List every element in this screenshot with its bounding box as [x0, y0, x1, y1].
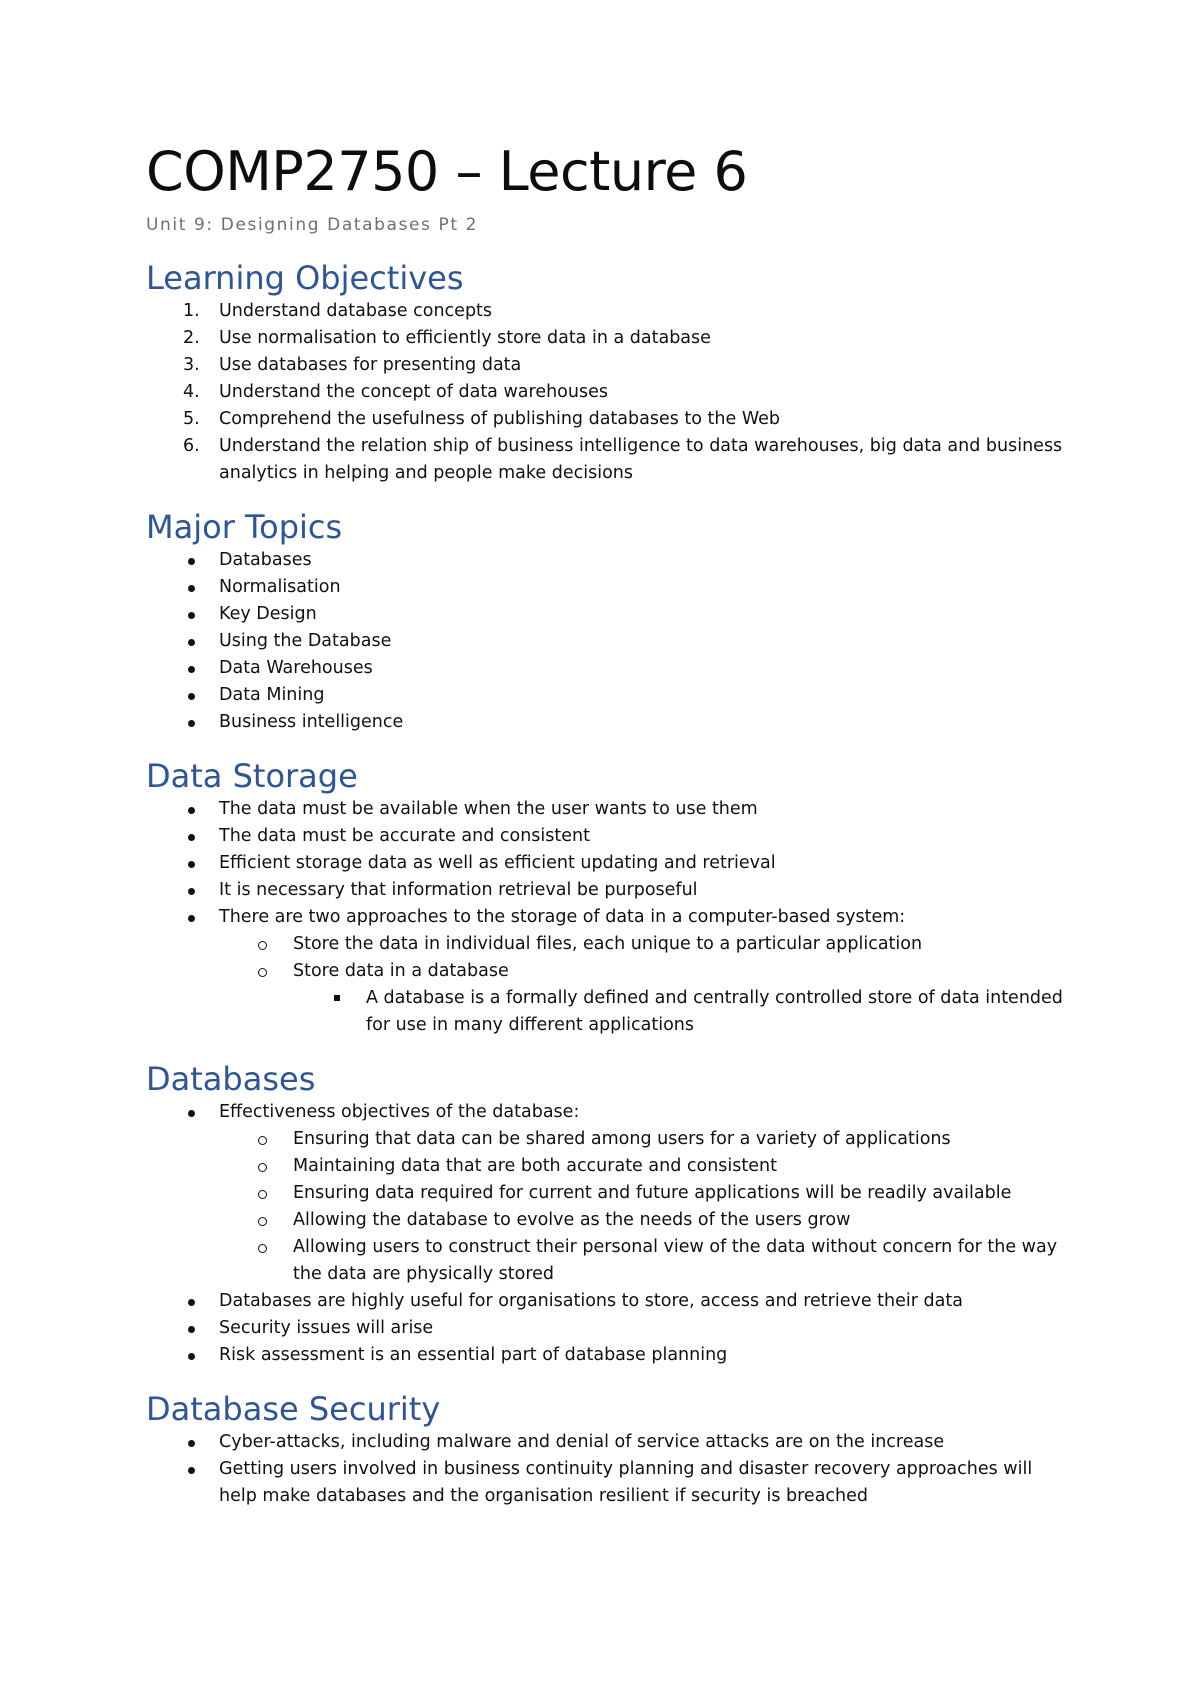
- section-learning-objectives: [146, 258, 1066, 487]
- list-item-text: It is necessary that information retrieval be purposeful: [219, 880, 698, 900]
- list-item-text: Getting users involved in business continuity planning and disaster recovery approaches will help make databases and the organisation resilient if security is breached: [219, 1459, 1033, 1506]
- bullet-list: [146, 547, 1066, 736]
- section-heading: Major Topics: [146, 508, 343, 546]
- section-major-topics: [146, 507, 1066, 736]
- list-item: [146, 433, 1066, 487]
- list-item-text: Allowing users to construct their personal view of the data without concern for the way the data are physically stored: [293, 1237, 1058, 1284]
- list-item: [146, 823, 1066, 850]
- circle-bullet-icon: [258, 1163, 267, 1172]
- list-item-text: Understand the concept of data warehouses: [219, 382, 608, 402]
- bullet-icon: [188, 861, 195, 868]
- list-item-text: Maintaining data that are both accurate and consistent: [293, 1156, 777, 1176]
- circle-bullet-icon: [258, 941, 267, 950]
- circle-bullet-icon: [258, 1136, 267, 1145]
- list-item-text: Databases are highly useful for organisations to store, access and retrieve their data: [219, 1291, 963, 1311]
- list-number: 6.: [183, 436, 200, 456]
- list-item: [146, 1315, 1066, 1342]
- document-title: COMP2750 – Lecture 6: [146, 140, 748, 203]
- bullet-icon: [188, 693, 195, 700]
- list-item-text: Effectiveness objectives of the database:: [219, 1102, 580, 1122]
- list-item-text: Understand database concepts: [219, 301, 493, 321]
- sub-list-item: [146, 1126, 1066, 1153]
- document-subtitle: Unit 9: Designing Databases Pt 2: [146, 215, 479, 235]
- circle-bullet-icon: [258, 968, 267, 977]
- list-item: [146, 1429, 1066, 1456]
- bullet-icon: [188, 666, 195, 673]
- section-data-storage: [146, 756, 1066, 1039]
- list-item: [146, 325, 1066, 352]
- bullet-icon: [188, 639, 195, 646]
- list-item-text: Risk assessment is an essential part of database planning: [219, 1345, 728, 1365]
- sub-list-item: [146, 1207, 1066, 1234]
- bullet-list: [146, 796, 1066, 1039]
- numbered-list: [146, 298, 1066, 487]
- sub-list-item: [146, 931, 1066, 958]
- list-item: [146, 628, 1066, 655]
- bullet-icon: [188, 1440, 195, 1447]
- list-item-text: Ensuring that data can be shared among users for a variety of applications: [293, 1129, 951, 1149]
- list-item-text: Store data in a database: [293, 961, 509, 981]
- bullet-list: [146, 1429, 1066, 1510]
- list-number: 2.: [183, 328, 200, 348]
- list-item-text: Store the data in individual files, each unique to a particular application: [293, 934, 923, 954]
- list-item: [146, 655, 1066, 682]
- bullet-icon: [188, 915, 195, 922]
- bullet-icon: [188, 1299, 195, 1306]
- list-item-text: Normalisation: [219, 577, 341, 597]
- list-number: 3.: [183, 355, 200, 375]
- bullet-icon: [188, 1326, 195, 1333]
- list-item-text: There are two approaches to the storage of data in a computer-based system:: [219, 907, 906, 927]
- circle-bullet-icon: [258, 1217, 267, 1226]
- section-database-security: [146, 1389, 1066, 1510]
- list-item: [146, 682, 1066, 709]
- sub-sub-list-item: [146, 985, 1066, 1039]
- list-item-text: A database is a formally defined and centrally controlled store of data intended for use in many different applications: [366, 988, 1063, 1035]
- circle-bullet-icon: [258, 1244, 267, 1253]
- list-item: [146, 601, 1066, 628]
- list-item: [146, 850, 1066, 877]
- bullet-icon: [188, 834, 195, 841]
- sub-list-item: [146, 958, 1066, 985]
- bullet-icon: [188, 558, 195, 565]
- list-item-text: The data must be available when the user wants to use them: [219, 799, 758, 819]
- list-item-text: Use databases for presenting data: [219, 355, 522, 375]
- list-item: [146, 574, 1066, 601]
- square-bullet-icon: [334, 995, 340, 1001]
- circle-bullet-icon: [258, 1190, 267, 1199]
- list-item: [146, 709, 1066, 736]
- list-item-text: Use normalisation to efficiently store data in a database: [219, 328, 711, 348]
- list-item-text: Cyber-attacks, including malware and denial of service attacks are on the increase: [219, 1432, 945, 1452]
- list-item: [146, 904, 1066, 931]
- section-heading: Learning Objectives: [146, 259, 464, 297]
- list-item: [146, 1288, 1066, 1315]
- section-heading: Database Security: [146, 1390, 441, 1428]
- list-item-text: Allowing the database to evolve as the needs of the users grow: [293, 1210, 851, 1230]
- list-item-text: Comprehend the usefulness of publishing databases to the Web: [219, 409, 780, 429]
- list-item: [146, 547, 1066, 574]
- section-heading: Databases: [146, 1060, 316, 1098]
- bullet-icon: [188, 807, 195, 814]
- list-item-text: Data Mining: [219, 685, 325, 705]
- list-item-text: Key Design: [219, 604, 317, 624]
- list-number: 4.: [183, 382, 200, 402]
- section-heading: Data Storage: [146, 757, 358, 795]
- bullet-list: [146, 1099, 1066, 1369]
- bullet-icon: [188, 888, 195, 895]
- list-item-text: Security issues will arise: [219, 1318, 434, 1338]
- sub-list-item: [146, 1234, 1066, 1288]
- list-item-text: Data Warehouses: [219, 658, 373, 678]
- list-item: [146, 352, 1066, 379]
- bullet-icon: [188, 1467, 195, 1474]
- sub-list-item: [146, 1180, 1066, 1207]
- bullet-icon: [188, 720, 195, 727]
- list-item: [146, 1099, 1066, 1126]
- list-item-text: Databases: [219, 550, 312, 570]
- list-item-text: Using the Database: [219, 631, 392, 651]
- list-item: [146, 1342, 1066, 1369]
- list-item: [146, 877, 1066, 904]
- document-page: [146, 140, 1066, 1510]
- list-item-text: Ensuring data required for current and future applications will be readily available: [293, 1183, 1012, 1203]
- list-item-text: Understand the relation ship of business intelligence to data warehouses, big data and business analytics in helping and people make decisions: [219, 436, 1063, 483]
- list-item: [146, 406, 1066, 433]
- list-item-text: Business intelligence: [219, 712, 404, 732]
- section-databases: [146, 1059, 1066, 1369]
- list-number: 1.: [183, 301, 200, 321]
- list-item: [146, 298, 1066, 325]
- list-item: [146, 379, 1066, 406]
- list-item-text: The data must be accurate and consistent: [219, 826, 590, 846]
- bullet-icon: [188, 1110, 195, 1117]
- bullet-icon: [188, 1353, 195, 1360]
- bullet-icon: [188, 585, 195, 592]
- list-item-text: Efficient storage data as well as efficient updating and retrieval: [219, 853, 776, 873]
- list-number: 5.: [183, 409, 200, 429]
- list-item: [146, 796, 1066, 823]
- list-item: [146, 1456, 1066, 1510]
- sub-list-item: [146, 1153, 1066, 1180]
- bullet-icon: [188, 612, 195, 619]
